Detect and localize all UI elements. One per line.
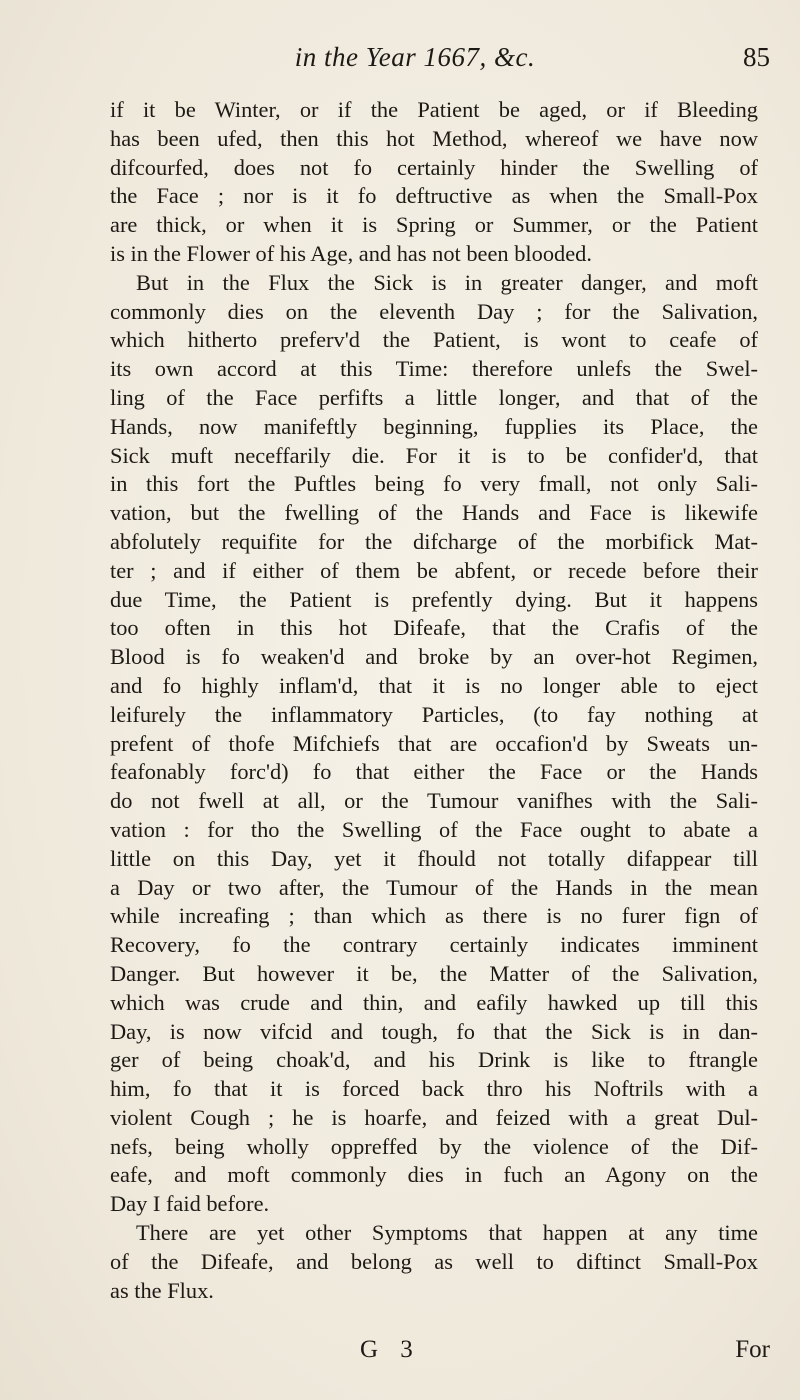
text-line: a Day or two after, the Tumour of the Hands in the mean: [110, 874, 758, 900]
text-line: prefent of thofe Mifchiefs that are occafion'd by Sweats un-: [110, 730, 758, 756]
catchword: For: [735, 1336, 770, 1363]
text-line: difcourfed, does not fo certainly hinder the Swelling of: [110, 154, 758, 180]
text-line: are thick, or when it is Spring or Summer, or the Patient: [110, 212, 758, 238]
text-line: commonly dies on the eleventh Day ; for the Salivation,: [110, 298, 758, 324]
text-line: Hands, now manifeftly beginning, fupplies its Place, the: [110, 413, 758, 439]
text-line: ling of the Face perfifts a little longer, and that of the: [110, 384, 758, 410]
text-line: little on this Day, yet it fhould not totally difappear till: [110, 845, 758, 871]
text-line: nefs, being wholly oppreffed by the violence of the Dif-: [110, 1133, 758, 1159]
text-line: if it be Winter, or if the Patient be aged, or if Bleeding: [110, 97, 758, 122]
text-line: is in the Flower of his Age, and has not been blooded.: [110, 240, 592, 266]
text-line: ger of being choak'd, and his Drink is like to ftrangle: [110, 1047, 758, 1073]
text-line: has been ufed, then this hot Method, whereof we have now: [110, 125, 758, 151]
running-head: in the Year 1667, &c.: [294, 42, 536, 72]
text-line: do not fwell at all, or the Tumour vanifhes with the Sali-: [110, 788, 758, 814]
signature-mark: G 3: [360, 1336, 421, 1363]
text-line: leifurely the inflammatory Particles, (to fay nothing at: [110, 701, 758, 727]
page-header: [130, 42, 770, 82]
text-line: in this fort the Puftles being fo very fmall, not only Sali-: [110, 471, 758, 497]
text-line: due Time, the Patient is prefently dying. But it happens: [110, 586, 758, 612]
text-line: and fo highly inflam'd, that it is no longer able to eject: [110, 672, 758, 698]
text-line: its own accord at this Time: therefore unlefs the Swel-: [110, 356, 758, 382]
text-line: Danger. But however it be, the Matter of the Salivation,: [110, 960, 758, 986]
page-footer: [110, 1336, 770, 1372]
text-line: as the Flux.: [110, 1277, 214, 1303]
text-line: ter ; and if either of them be abfent, or recede before their: [110, 557, 758, 583]
text-line: But in the Flux the Sick is in greater danger, and moft: [136, 269, 758, 295]
text-line: Recovery, fo the contrary certainly indicates imminent: [110, 932, 758, 958]
text-line: which was crude and thin, and eafily hawked up till this: [110, 989, 758, 1015]
text-line: violent Cough ; he is hoarfe, and feized with a great Dul-: [110, 1104, 758, 1130]
text-line: the Face ; nor is it fo deftructive as when the Small-Pox: [110, 183, 758, 209]
text-line: of the Difeafe, and belong as well to diftinct Small-Pox: [110, 1248, 758, 1274]
text-line: eafe, and moft commonly dies in fuch an Agony on the: [110, 1162, 758, 1188]
text-line: Blood is fo weaken'd and broke by an over-hot Regimen,: [110, 644, 758, 670]
text-line: Sick muft neceffarily die. For it is to be confider'd, that: [110, 442, 758, 468]
text-line: vation, but the fwelling of the Hands and Face is likewife: [110, 500, 758, 526]
text-line: Day, is now vifcid and tough, fo that the Sick is in dan-: [110, 1018, 758, 1044]
text-line: which hitherto preferv'd the Patient, is wont to ceafe of: [110, 327, 758, 353]
text-line: feafonably forc'd) fo that either the Face or the Hands: [110, 759, 758, 785]
page-number: 85: [743, 42, 770, 72]
text-line: There are yet other Symptoms that happen at any time: [136, 1220, 758, 1246]
text-line: him, fo that it is forced back thro his Noftrils with a: [110, 1076, 758, 1102]
text-line: abfolutely requifite for the difcharge of the morbifick Mat-: [110, 528, 758, 554]
body-text: [110, 96, 758, 1305]
text-line: while increafing ; than which as there is no furer fign of: [110, 903, 758, 929]
text-line: Day I faid before.: [110, 1191, 270, 1217]
text-line: vation : for tho the Swelling of the Face ought to abate a: [110, 816, 758, 842]
text-line: too often in this hot Difeafe, that the Crafis of the: [110, 615, 758, 641]
